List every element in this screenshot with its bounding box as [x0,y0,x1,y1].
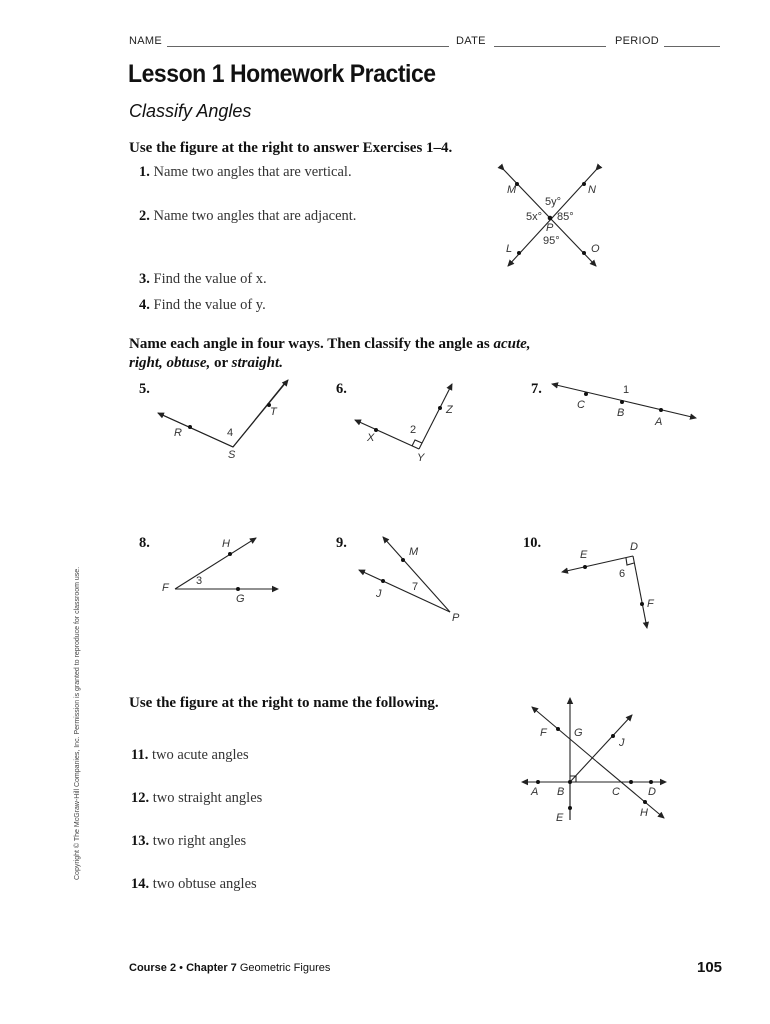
problem-9-number: 9. [336,535,347,551]
label-angle-5x: 5x° [526,211,543,223]
name-label: NAME [129,35,162,47]
right-angle-mark [626,558,634,565]
exercise-14 [131,876,257,893]
ray-df [633,556,647,628]
point-h [643,800,647,804]
footer-chapter-title: Geometric Figures [239,962,331,974]
label-g: G [236,593,245,605]
exercise-text: Find the value of y. [153,297,266,313]
label-angle-85: 85° [557,211,574,223]
exercise-number: 4. [139,297,150,313]
ray-fh [175,538,256,589]
angle-figure-10 [562,556,647,628]
point-m [401,558,405,562]
label-angle-7: 7 [412,581,419,593]
label-t: T [270,406,277,418]
problem-5-number: 5. [139,381,150,397]
label-h: H [222,538,230,550]
label-e: E [556,812,564,824]
page-number: 105 [697,959,723,976]
point-a [536,780,540,784]
point-c [629,780,633,784]
ray-sr [158,413,233,447]
footer-bullet: • [179,962,183,974]
point-r [188,425,192,429]
point-d [649,780,653,784]
label-f: F [647,598,654,610]
point-b [620,400,624,404]
point-o [582,251,586,255]
exercise-number: 2. [139,208,150,224]
exercise-text: two right angles [152,833,247,849]
exercise-text: two obtuse angles [152,876,257,892]
exercise-12 [131,790,262,807]
label-c: C [577,399,585,411]
label-n: N [588,184,596,196]
exercise-text: two acute angles [151,747,249,763]
footer-chapter: Chapter 7 [186,962,237,974]
label-angle-2: 2 [410,424,417,436]
label-e: E [580,549,588,561]
point-f [556,727,560,731]
point-c [584,392,588,396]
point-e [583,565,587,569]
footer-course [129,962,330,974]
label-y: Y [417,452,425,464]
label-p: P [452,612,460,624]
label-j: J [619,737,625,749]
intersecting-lines-figure-1 [504,170,596,266]
footer-course-name: Course 2 [129,962,177,974]
point-l [517,251,521,255]
term-or: or [214,355,228,371]
label-a: A [655,416,663,428]
point-a [659,408,663,412]
ray-st [233,380,288,447]
point-p [548,216,553,221]
exercise-text: two straight angles [152,790,263,806]
term-obtuse: obtuse, [166,355,211,371]
exercise-number: 13. [131,833,150,849]
label-angle-3: 3 [196,575,203,587]
problem-10-number: 10. [523,535,542,551]
point-f [640,602,644,606]
exercise-number: 1. [139,164,150,180]
section3-instruction: Use the figure at the right to name the following. [129,695,439,711]
point-n [582,182,586,186]
period-label: PERIOD [615,35,659,47]
point-j [611,734,615,738]
label-angle-4: 4 [227,427,234,439]
label-r: R [174,427,182,439]
exercise-number: 14. [131,876,150,892]
term-acute: acute, [493,336,531,352]
label-angle-95: 95° [543,235,560,247]
page-subtitle: Classify Angles [129,101,252,121]
label-h: H [640,807,648,819]
ray-yz [419,384,452,449]
label-g: G [574,727,583,739]
label-l: L [506,243,513,255]
label-b: B [617,407,625,419]
intersecting-lines-figure-2 [522,698,666,820]
exercise-text: Name two angles that are adjacent. [153,208,357,224]
point-g [236,587,240,591]
point-e [568,806,572,810]
problem-7-number: 7. [531,381,542,397]
label-j: J [376,588,382,600]
label-f: F [162,582,169,594]
instruction-text: Name each angle in four ways. Then classify the angle as [129,336,490,352]
page-title: Lesson 1 Homework Practice [128,60,436,88]
problem-8-number: 8. [139,535,150,551]
exercise-number: 11. [131,747,149,763]
term-straight: straight. [231,355,283,371]
label-d: D [630,541,638,553]
label-o: O [591,243,600,255]
label-f: F [540,727,547,739]
label-angle-5y: 5y° [545,196,562,208]
problem-6-number: 6. [336,381,347,397]
exercise-number: 3. [139,271,150,287]
point-z [438,406,442,410]
label-z: Z [446,404,453,416]
label-m: M [409,546,419,558]
label-m: M [507,184,517,196]
label-p: P [546,222,554,234]
label-c: C [612,786,620,798]
exercise-text: Find the value of x. [153,271,267,287]
point-x [374,428,378,432]
point-h [228,552,232,556]
point-b [568,780,572,784]
exercise-number: 12. [131,790,150,806]
exercise-text: Name two angles that are vertical. [153,164,352,180]
label-s: S [228,449,236,461]
copyright-notice: Copyright © The McGraw-Hill Companies, Inc. Permission is granted to reproduce for classroom use. [74,566,81,880]
label-angle-6: 6 [619,568,626,580]
exercise-13 [131,833,246,850]
label-b: B [557,786,565,798]
label-angle-1: 1 [623,384,630,396]
label-x: X [367,432,375,444]
date-label: DATE [456,35,486,47]
ray-pj [359,570,450,612]
term-right: right, [129,355,163,371]
exercise-11 [131,747,249,764]
angle-figure-9 [359,537,450,612]
point-j [381,579,385,583]
label-d: D [648,786,656,798]
section1-instruction: Use the figure at the right to answer Exercises 1–4. [129,140,453,156]
label-a: A [531,786,539,798]
